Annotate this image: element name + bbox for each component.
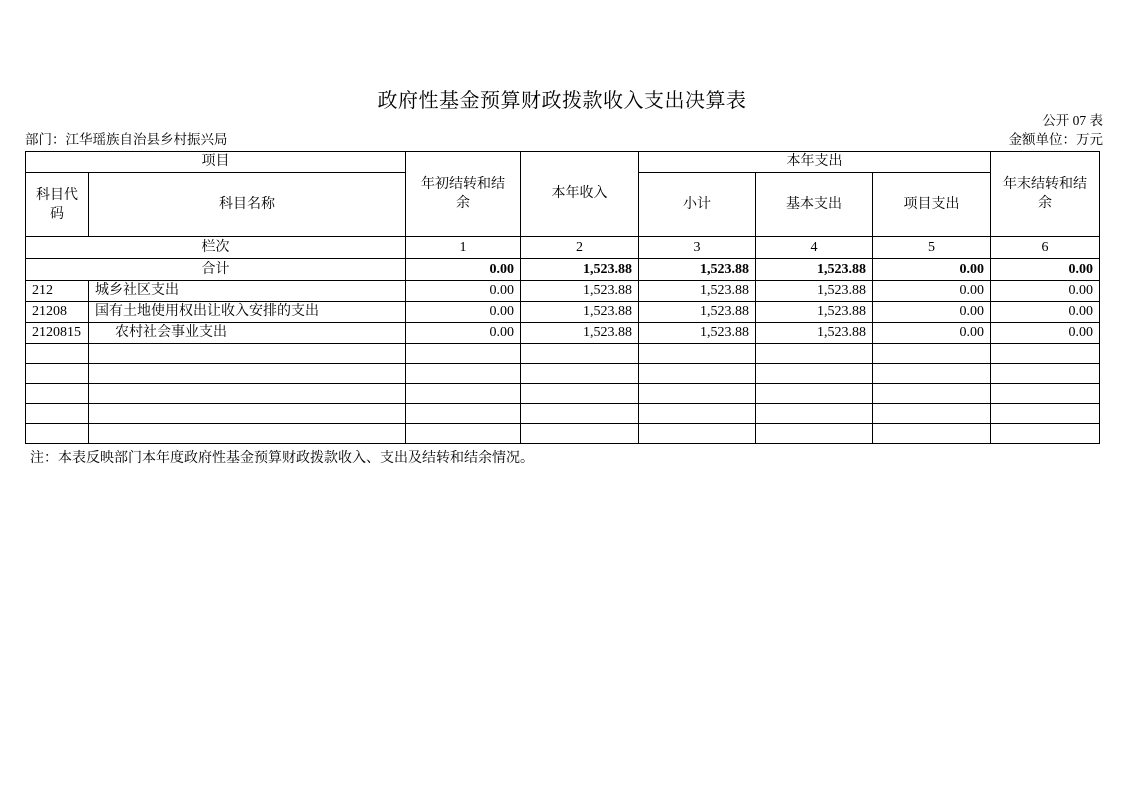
- col-num-4: 4: [756, 237, 873, 259]
- cell-value: 0.00: [406, 281, 521, 302]
- header-expense-group: 本年支出: [639, 152, 991, 173]
- header-subtotal: 小计: [639, 173, 756, 237]
- header-item-group: 项目: [26, 152, 406, 173]
- department-label: 部门：江华瑶族自治县乡村振兴局: [25, 132, 228, 147]
- cell-value: 0.00: [873, 302, 991, 323]
- table-number: 公开 07 表: [1042, 113, 1103, 128]
- cell-value: 0.00: [991, 281, 1100, 302]
- header-end-balance: 年末结转和结余: [991, 152, 1100, 237]
- subject-name-cell: 国有土地使用权出让收入安排的支出: [89, 302, 406, 323]
- total-value: 1,523.88: [639, 259, 756, 281]
- lanci-label: 栏次: [26, 237, 406, 259]
- fund-budget-table: [25, 151, 1100, 444]
- header-basic-expense: 基本支出: [756, 173, 873, 237]
- cell-value: 1,523.88: [521, 281, 639, 302]
- cell-value: 1,523.88: [521, 323, 639, 344]
- cell-value: 0.00: [406, 302, 521, 323]
- unit-label: 金额单位：万元: [1008, 132, 1103, 147]
- header-year-income: 本年收入: [521, 152, 639, 237]
- header-subject-name: 科目名称: [89, 173, 406, 237]
- total-row: [26, 259, 1100, 281]
- cell-value: 0.00: [873, 323, 991, 344]
- table-row: [26, 302, 1100, 323]
- empty-row: [26, 364, 1100, 384]
- table-row: [26, 323, 1100, 344]
- cell-value: 1,523.88: [521, 302, 639, 323]
- table-row: [26, 281, 1100, 302]
- cell-value: 0.00: [406, 323, 521, 344]
- cell-value: 1,523.88: [756, 281, 873, 302]
- subject-code-cell: 21208: [26, 302, 89, 323]
- subject-code-cell: 2120815: [26, 323, 89, 344]
- page-title: 政府性基金预算财政拨款收入支出决算表: [377, 90, 747, 112]
- cell-value: 1,523.88: [756, 302, 873, 323]
- col-num-6: 6: [991, 237, 1100, 259]
- subject-name-cell: 农村社会事业支出: [89, 323, 406, 344]
- header-begin-balance: 年初结转和结余: [406, 152, 521, 237]
- cell-value: 1,523.88: [639, 281, 756, 302]
- header-subject-code: 科目代码: [26, 173, 89, 237]
- empty-row: [26, 384, 1100, 404]
- cell-value: 0.00: [873, 281, 991, 302]
- header-project-expense: 项目支出: [873, 173, 991, 237]
- subject-code-cell: 212: [26, 281, 89, 302]
- column-index-row: [26, 237, 1100, 259]
- col-num-2: 2: [521, 237, 639, 259]
- empty-row: [26, 344, 1100, 364]
- total-value: 0.00: [873, 259, 991, 281]
- col-num-3: 3: [639, 237, 756, 259]
- header-row-1: [26, 152, 1100, 173]
- total-value: 0.00: [991, 259, 1100, 281]
- total-value: 0.00: [406, 259, 521, 281]
- cell-value: 1,523.88: [639, 323, 756, 344]
- meta-row: [25, 131, 1103, 148]
- cell-value: 1,523.88: [756, 323, 873, 344]
- empty-row: [26, 424, 1100, 444]
- col-num-5: 5: [873, 237, 991, 259]
- total-value: 1,523.88: [521, 259, 639, 281]
- total-value: 1,523.88: [756, 259, 873, 281]
- col-num-1: 1: [406, 237, 521, 259]
- cell-value: 0.00: [991, 323, 1100, 344]
- total-label: 合计: [26, 259, 406, 281]
- subject-name-cell: 城乡社区支出: [89, 281, 406, 302]
- empty-row: [26, 404, 1100, 424]
- cell-value: 1,523.88: [639, 302, 756, 323]
- footnote: 注：本表反映部门本年度政府性基金预算财政拨款收入、支出及结转和结余情况。: [30, 451, 534, 466]
- cell-value: 0.00: [991, 302, 1100, 323]
